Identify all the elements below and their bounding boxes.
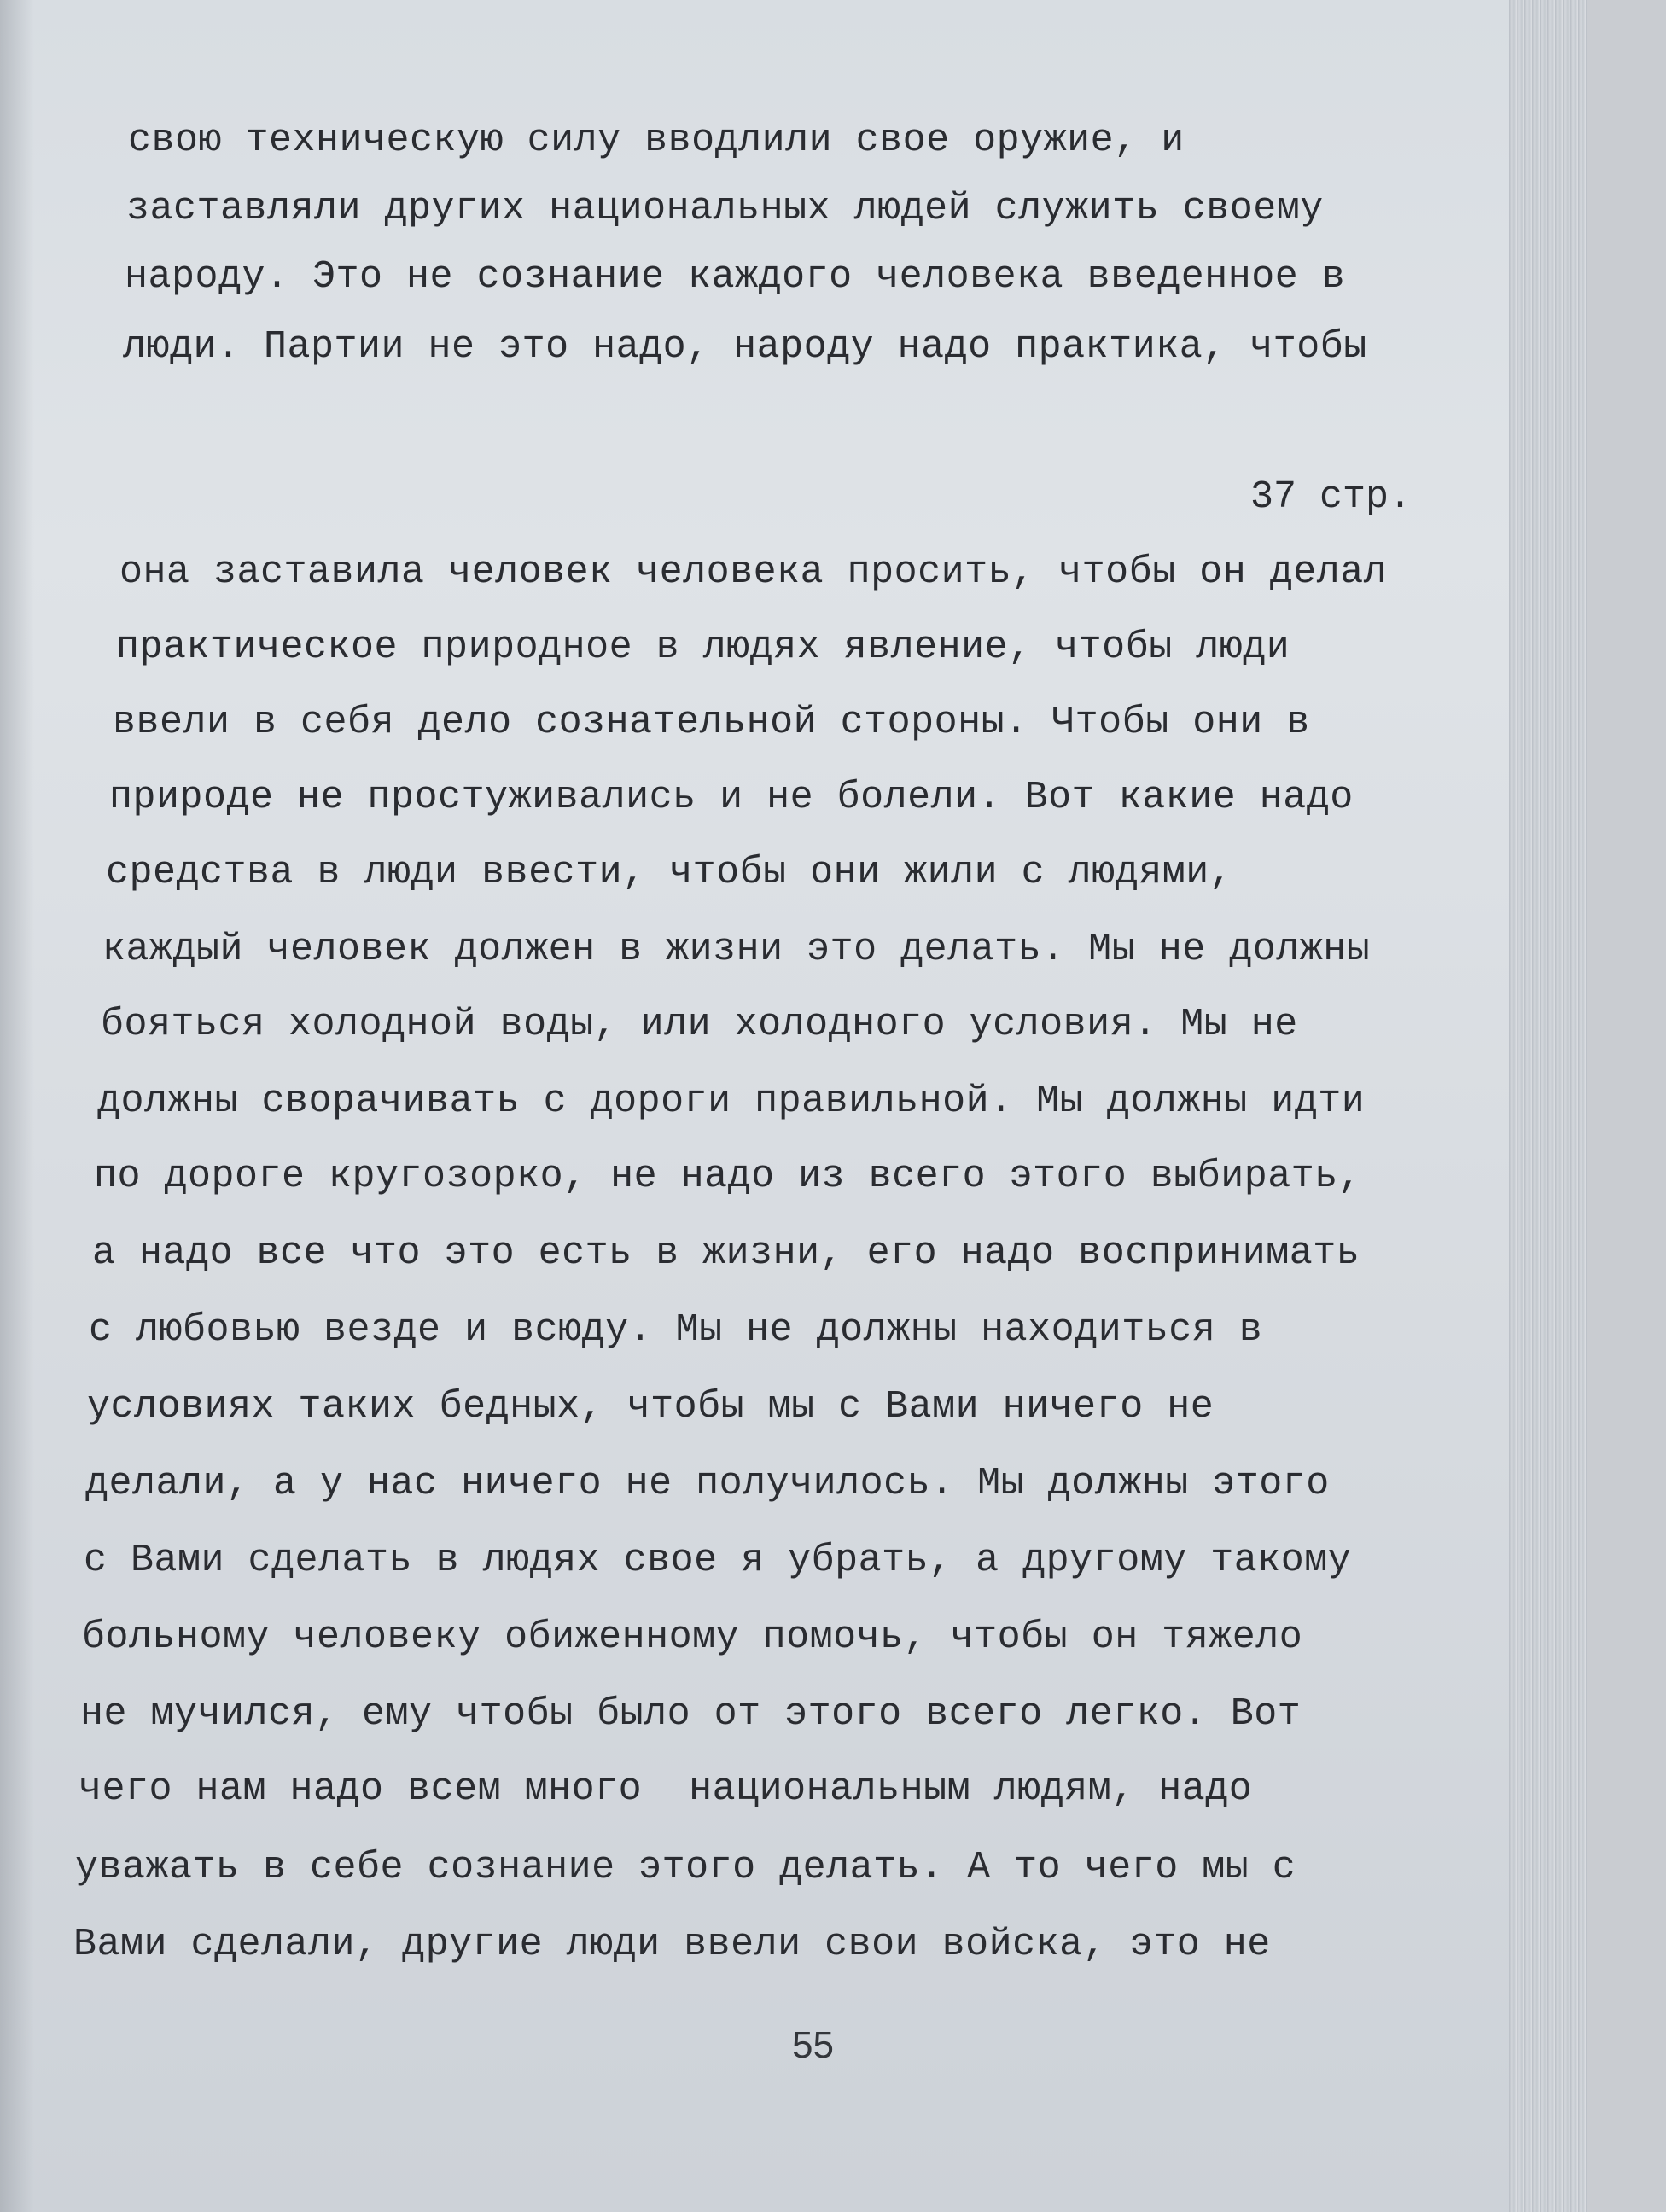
text-line: по дороге кругозорко, не надо из всего этого выбирать, (94, 1155, 1362, 1198)
text-line: свою техническую силу вводлили свое оружие, и (128, 119, 1185, 162)
text-line: заставляли других национальных людей служить своему (126, 187, 1324, 230)
text-line: Вами сделали, другие люди ввели свои войска, это не (73, 1923, 1271, 1966)
text-line: люди. Партии не это надо, народу надо практика, чтобы (123, 325, 1367, 369)
text-line: не мучился, ему чтобы было от этого всего легко. Вот (80, 1692, 1302, 1736)
text-line: бояться холодной воды, или холодного условия. Мы не (101, 1003, 1298, 1046)
text-line: каждый человек должен в жизни это делать. Мы не должны (102, 928, 1371, 971)
text-line: больному человеку обиженному помочь, чтобы он тяжело (82, 1615, 1303, 1659)
page-stack-edge (1509, 0, 1587, 2212)
text-line: народу. Это не сознание каждого человека введенное в (125, 255, 1346, 299)
text-line: уважать в себе сознание этого делать. А то чего мы с (75, 1846, 1296, 1889)
text-line: с любовью везде и всюду. Мы не должны находиться в (89, 1308, 1263, 1352)
text-line: условиях таких бедных, чтобы мы с Вами ничего не (87, 1385, 1215, 1429)
text-line: она заставила человек человека просить, чтобы он делал (119, 550, 1388, 594)
text-line: с Вами сделать в людях свое я убрать, а другому такому (84, 1539, 1352, 1582)
text-line: чего нам надо всем много национальным людям, надо (79, 1767, 1253, 1811)
text-line: должны сворачивать с дороги правильной. Мы должны идти (97, 1080, 1366, 1123)
text-line: практическое природное в людях явление, чтобы люди (116, 626, 1290, 669)
page-reference: 37 стр. (1250, 475, 1413, 519)
text-line: а надо все что это есть в жизни, его надо воспринимать (92, 1231, 1360, 1275)
text-line: природе не простуживались и не болели. Вот какие надо (109, 776, 1354, 819)
page-number: 55 (792, 2024, 834, 2066)
text-line: средства в люди ввести, чтобы они жили с людями, (106, 851, 1233, 894)
text-line: делали, а у нас ничего не получилось. Мы должны этого (85, 1462, 1330, 1505)
text-line: ввели в себя дело сознательной стороны. Чтобы они в (113, 701, 1310, 744)
